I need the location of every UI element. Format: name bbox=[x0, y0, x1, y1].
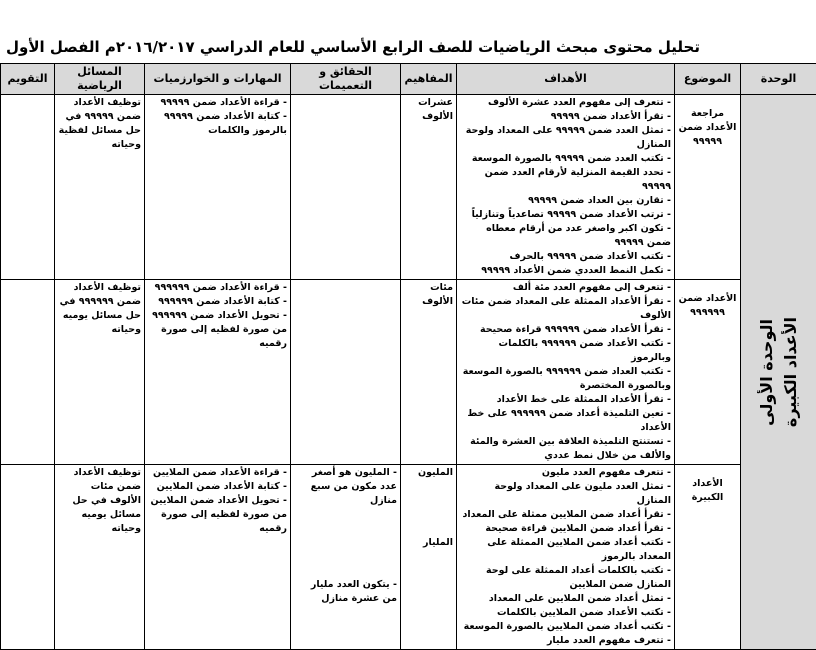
skills-cell bbox=[145, 465, 291, 650]
list-item: - تعين التلميذة أعداد ضمن ٩٩٩٩٩٩ على خط الأعداد bbox=[460, 407, 671, 435]
objectives-cell bbox=[457, 280, 675, 465]
header-topic: الموضوع bbox=[675, 64, 741, 95]
table-row bbox=[1, 465, 816, 650]
list-item: - تقرأ الأعداد الممثلة على خط الأعداد bbox=[460, 393, 671, 407]
list-item: - تكتب الأعداد ضمن الملايين بالكلمات bbox=[460, 606, 671, 620]
header-problems: المسائل الرياضية bbox=[55, 64, 145, 95]
objectives-cell bbox=[457, 95, 675, 280]
list-item: - تكتب أعداد ضمن الملايين بالصورة الموسعة bbox=[460, 620, 671, 634]
topic-cell: مراجعة الأعداد ضمن ٩٩٩٩٩ bbox=[675, 95, 741, 280]
unit-title: الأعداد الكبيرة bbox=[784, 317, 798, 427]
concept-billion: المليار bbox=[404, 536, 453, 550]
header-skills: المهارات و الخوارزميات bbox=[145, 64, 291, 95]
list-item: - تكتب أعداد ضمن الملايين الممثلة على المعداد بالرموز bbox=[460, 536, 671, 564]
list-item: - قراءة الأعداد ضمن ٩٩٩٩٩ bbox=[148, 96, 287, 110]
objectives-cell bbox=[457, 465, 675, 650]
skills-cell bbox=[145, 95, 291, 280]
topic-cell: الأعداد ضمن ٩٩٩٩٩٩ bbox=[675, 280, 741, 465]
evaluation-cell bbox=[1, 280, 55, 465]
table-row bbox=[1, 95, 816, 280]
list-item: - تكمل النمط العددي ضمن الأعداد ٩٩٩٩٩ bbox=[460, 264, 671, 278]
list-item: - تقرأ الأعداد ضمن ٩٩٩٩٩٩ قراءة صحيحة bbox=[460, 323, 671, 337]
page-title: تحليل محتوى مبحث الرياضيات للصف الرابع الأساسي للعام الدراسي ٢٠١٦/٢٠١٧م الفصل الأول bbox=[0, 38, 700, 56]
list-item: - تتعرف مفهوم العدد مليار bbox=[460, 634, 671, 648]
header-facts: الحقائق و التعميمات bbox=[291, 64, 401, 95]
concepts-cell: عشرات الألوف bbox=[401, 95, 457, 280]
fact-million: - المليون هو أصغر عدد مكون من سبع منازل bbox=[294, 466, 397, 508]
list-item: - تقرأ أعداد ضمن الملايين قراءة صحيحة bbox=[460, 522, 671, 536]
list-item: - تتعرف إلى مفهوم العدد مئة ألف bbox=[460, 281, 671, 295]
list-item: - تقارن بين العداد ضمن ٩٩٩٩٩ bbox=[460, 194, 671, 208]
list-item: - تقرأ الأعداد ضمن ٩٩٩٩٩ bbox=[460, 110, 671, 124]
list-item: - تكتب العدد ضمن ٩٩٩٩٩ بالصورة الموسعة bbox=[460, 152, 671, 166]
content-analysis-table bbox=[0, 63, 816, 650]
list-item: - تكتب الأعداد ضمن ٩٩٩٩٩ بالحرف bbox=[460, 250, 671, 264]
list-item: - تكتب بالكلمات أعداد الممثلة على لوحة المنازل ضمن الملايين bbox=[460, 564, 671, 592]
list-item: - كتابة الأعداد ضمن ٩٩٩٩٩٩ bbox=[148, 295, 287, 309]
header-objectives: الأهداف bbox=[457, 64, 675, 95]
header-unit: الوحدة bbox=[741, 64, 816, 95]
list-item: - كتابة الأعداد ضمن ٩٩٩٩٩ بالرموز والكلمات bbox=[148, 110, 287, 138]
list-item: - تمثل العدد مليون على المعداد ولوحة المنازل bbox=[460, 480, 671, 508]
list-item: - تكتب العداد ضمن ٩٩٩٩٩٩ بالصورة الموسعة وبالصورة المختصرة bbox=[460, 365, 671, 393]
concepts-cell: مئات الألوف bbox=[401, 280, 457, 465]
problems-cell: توظيف الأعداد ضمن ٩٩٩٩٩ في حل مسائل لفظية وحياته bbox=[55, 95, 145, 280]
list-item: - تكتب الأعداد ضمن ٩٩٩٩٩٩ بالكلمات وبالرموز bbox=[460, 337, 671, 365]
list-item: - كتابة الأعداد ضمن الملايين bbox=[148, 480, 287, 494]
list-item: - قراءة الأعداد ضمن ٩٩٩٩٩٩ bbox=[148, 281, 287, 295]
list-item: - تحويل الأعداد ضمن ٩٩٩٩٩٩ من صورة لفظيه إلى صورة رقميه bbox=[148, 309, 287, 351]
list-item: - تقرأ الأعداد الممثلة على المعداد ضمن مئات الألوف bbox=[460, 295, 671, 323]
facts-cell bbox=[291, 280, 401, 465]
facts-cell bbox=[291, 95, 401, 280]
fact-billion: - يتكون العدد مليار من عشرة منازل bbox=[294, 578, 397, 606]
list-item: - تمثل أعداد ضمن الملايين على المعداد bbox=[460, 592, 671, 606]
concept-million: المليون bbox=[404, 466, 453, 480]
list-item: - تتعرف مفهوم العدد مليون bbox=[460, 466, 671, 480]
facts-cell bbox=[291, 465, 401, 650]
list-item: - تستنتج التلميذة العلاقة بين العشرة والمئة والألف من خلال نمط عددي bbox=[460, 435, 671, 463]
header-evaluation: التقويم bbox=[1, 64, 55, 95]
list-item: - تكون اكبر واصغر عدد من أرقام معطاه ضمن ٩٩٩٩٩ bbox=[460, 222, 671, 250]
skills-cell bbox=[145, 280, 291, 465]
unit-cell bbox=[741, 95, 816, 650]
list-item: - ترتب الأعداد ضمن ٩٩٩٩٩ تصاعدياً وتنازلياً bbox=[460, 208, 671, 222]
list-item: - تقرأ أعداد ضمن الملايين ممثلة على المعداد bbox=[460, 508, 671, 522]
list-item: - تمثل العدد ضمن ٩٩٩٩٩ على المعداد ولوحة المنازل bbox=[460, 124, 671, 152]
header-concepts: المفاهيم bbox=[401, 64, 457, 95]
topic-cell: الأعداد الكبيرة bbox=[675, 465, 741, 650]
unit-name: الوحدة الأولى bbox=[760, 319, 774, 426]
list-item: - تحدد القيمة المنزلية لأرقام العدد ضمن ٩٩٩٩٩ bbox=[460, 166, 671, 194]
problems-cell: توظيف الأعداد ضمن ٩٩٩٩٩٩ في حل مسائل يوميه وحياته bbox=[55, 280, 145, 465]
list-item: - تحويل الأعداد ضمن الملايين من صورة لفظيه إلى صورة رقميه bbox=[148, 494, 287, 536]
table-row bbox=[1, 280, 816, 465]
evaluation-cell bbox=[1, 465, 55, 650]
list-item: - تتعرف إلى مفهوم العدد عشرة الألوف bbox=[460, 96, 671, 110]
concepts-cell bbox=[401, 465, 457, 650]
evaluation-cell bbox=[1, 95, 55, 280]
header-row bbox=[1, 64, 816, 95]
problems-cell: توظيف الأعداد ضمن مئات الألوف في حل مسائل يوميه وحياته bbox=[55, 465, 145, 650]
list-item: - قراءة الأعداد ضمن الملايين bbox=[148, 466, 287, 480]
